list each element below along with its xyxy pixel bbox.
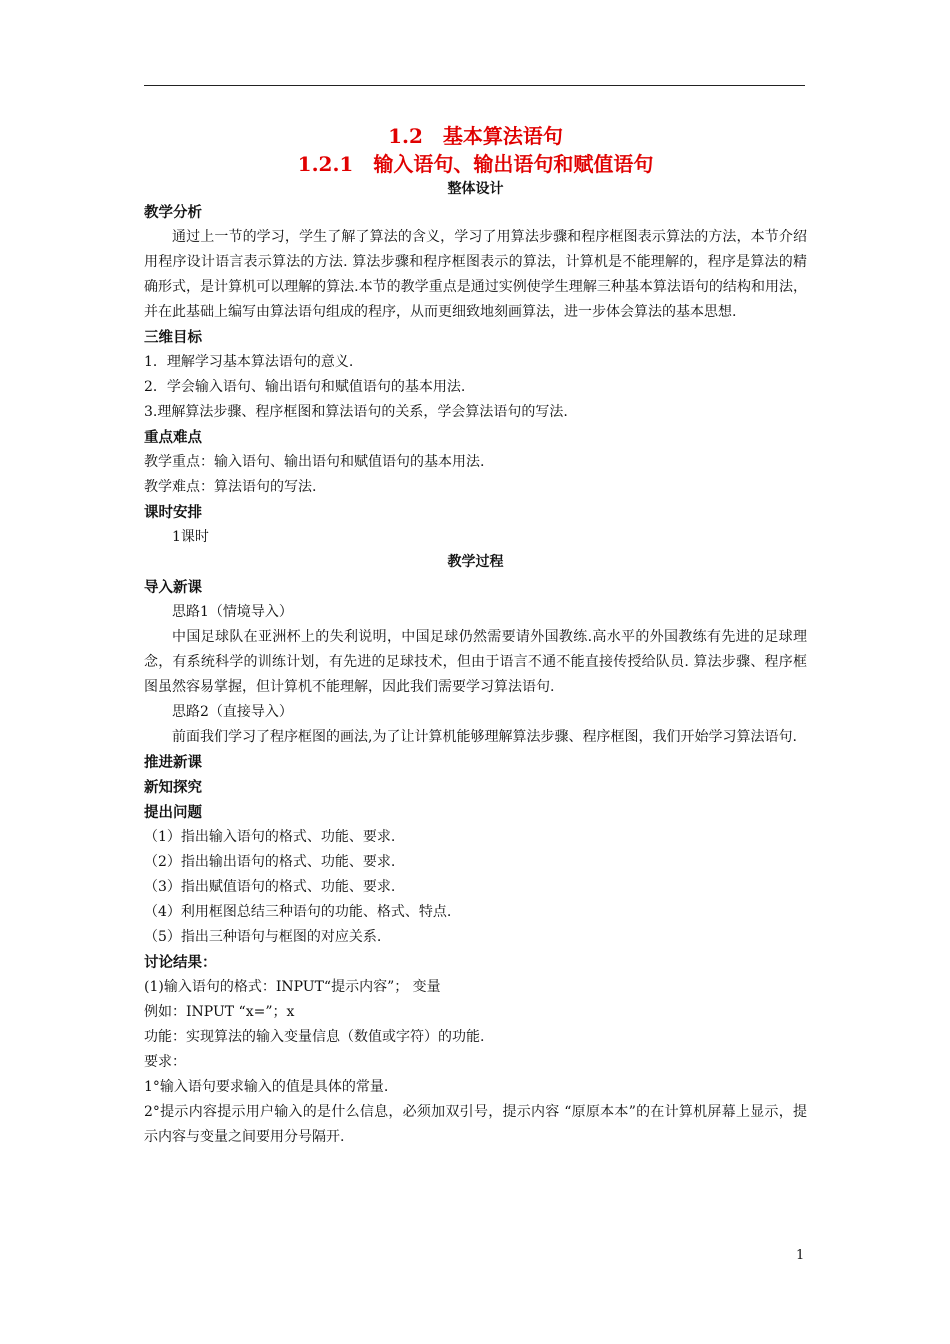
heading-explore: 新知探究 [144,779,202,796]
idea-1-label: 思路1（情境导入） [172,604,293,620]
heading-results: 讨论结果： [144,954,217,971]
question-item: （5）指出三种语句与框图的对应关系. [144,929,382,945]
question-item: （1）指出输入语句的格式、功能、要求. [144,829,396,845]
paragraph-analysis: 通过上一节的学习，学生了解了算法的含义，学习了用算法步骤和程序框图表示算法的方法，本节介绍用程序设计语言表示算法的方法. 算法步骤和程序框图表示的算法，计算机是不能理解的，程序是算法的精确形式，是计算机可以理解的算法.本节的教学重点是通过实例使学生理解三种基本算法语句的结构和用法，并在此基础上编写由算法语句组成的程序，从而更细致地刻画算法，进一步体会算法的基本思想. [144,229,807,320]
heading-advance: 推进新课 [144,754,202,771]
header-rule [144,85,805,86]
key-point: 教学重点：输入语句、输出语句和赋值语句的基本用法. [144,454,485,470]
result-line: 2°提示内容提示用户输入的是什么信息，必须加双引号，提示内容 “原原本本”的在计算机屏幕上显示，提示内容与变量之间要用分号隔开. [144,1104,807,1145]
page-content [144,122,807,1150]
result-line: 例如：INPUT “x=”；x [144,1004,295,1020]
heading-analysis: 教学分析 [144,204,202,221]
question-item: （2）指出输出语句的格式、功能、要求. [144,854,396,870]
title-sub-text: 输入语句、输出语句和赋值语句 [373,152,654,176]
title-main-text: 基本算法语句 [442,124,563,148]
result-line: 功能：实现算法的输入变量信息（数值或字符）的功能. [144,1029,485,1045]
heading-schedule: 课时安排 [144,504,202,521]
page-number: 1 [796,1248,805,1263]
goal-item: 1．理解学习基本算法语句的意义. [144,354,354,370]
question-item: （3）指出赋值语句的格式、功能、要求. [144,879,396,895]
title-main-number: 1.2 [388,124,423,148]
title-sub [144,150,807,178]
result-line: (1)输入语句的格式：INPUT“提示内容”； 变量 [144,979,441,995]
paragraph-idea-2: 前面我们学习了程序框图的画法,为了让计算机能够理解算法步骤、程序框图，我们开始学习算法语句. [172,729,797,745]
paragraph-idea-1: 中国足球队在亚洲杯上的失利说明，中国足球仍然需要请外国教练.高水平的外国教练有先进的足球理念，有系统科学的训练计划，有先进的足球技术，但由于语言不通不能直接传授给队员. 算法步骤、程序框图虽然容易掌握，但计算机不能理解，因此我们需要学习算法语句. [144,629,807,695]
idea-2-label: 思路2（直接导入） [172,704,293,720]
goal-item: 2．学会输入语句、输出语句和赋值语句的基本用法. [144,379,466,395]
question-item: （4）利用框图总结三种语句的功能、格式、特点. [144,904,452,920]
result-line: 要求： [144,1054,186,1070]
subtitle: 整体设计 [447,181,504,197]
heading-key-points: 重点难点 [144,429,202,446]
heading-intro: 导入新课 [144,579,202,596]
title-sub-number: 1.2.1 [297,152,354,176]
title-main [144,122,807,150]
schedule-text: 1课时 [172,529,209,545]
heading-goals: 三维目标 [144,329,202,346]
goal-item: 3.理解算法步骤、程序框图和算法语句的关系，学会算法语句的写法. [144,404,568,420]
key-point: 教学难点：算法语句的写法. [144,479,317,495]
heading-questions: 提出问题 [144,804,202,821]
process-title: 教学过程 [447,554,504,570]
result-line: 1°输入语句要求输入的值是具体的常量. [144,1079,389,1095]
